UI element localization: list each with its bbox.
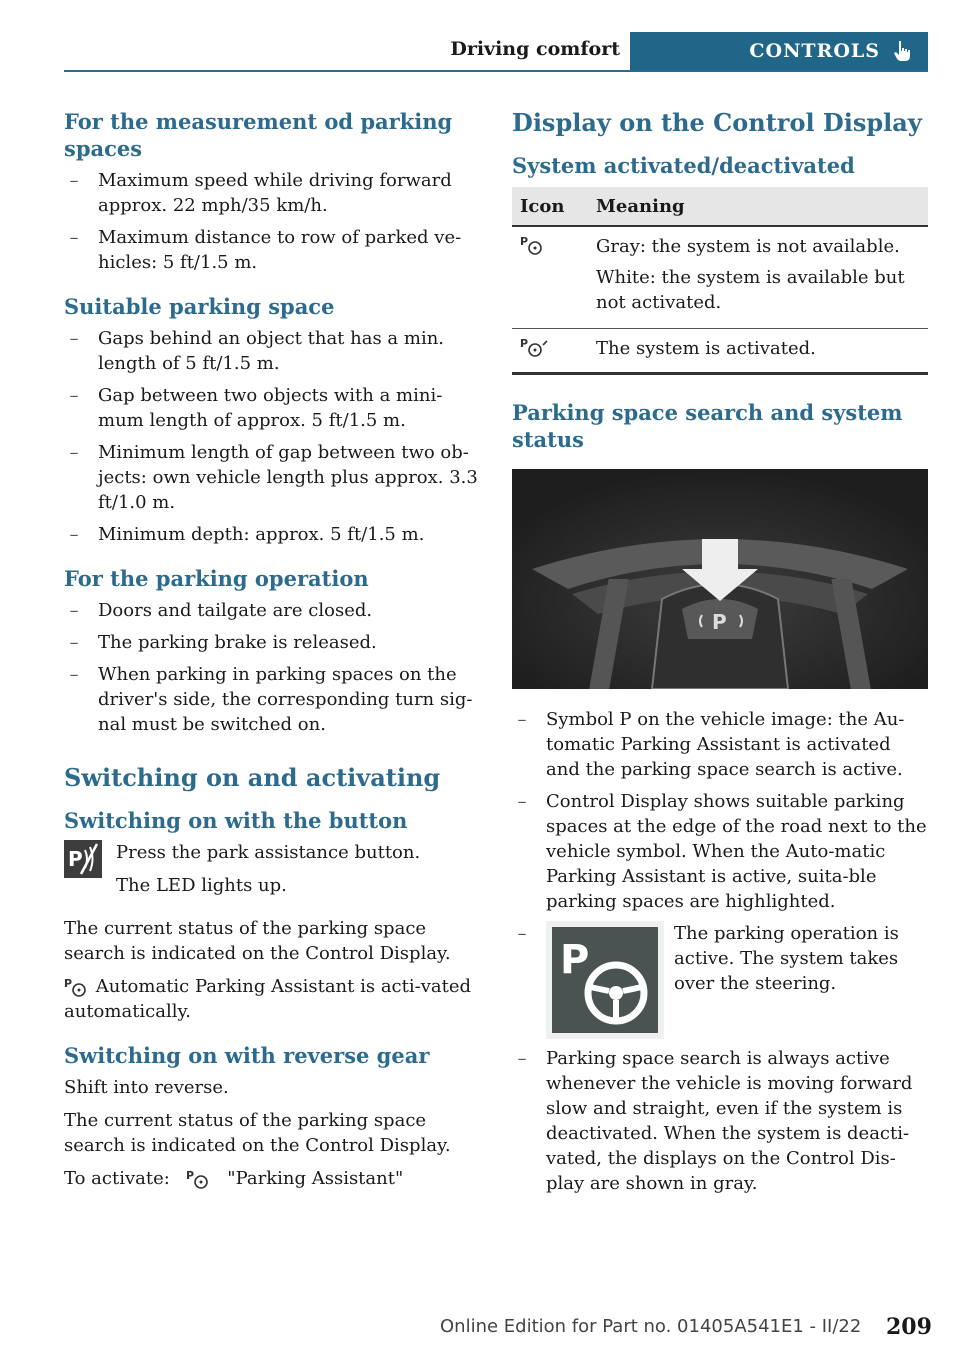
list-item: – Maximum distance to row of parked ve-hicles: 5 ft/1.5 m. (69, 227, 462, 273)
parking-assistant-icon (520, 234, 546, 256)
list-item: – Minimum depth: approx. 5 ft/1.5 m. (69, 524, 425, 545)
measurement-heading: For the measurement od parking spaces (64, 109, 453, 161)
suitable-heading: Suitable parking space (64, 294, 335, 319)
running-header-section: Driving comfort (450, 38, 620, 60)
switching-heading: Switching on and activating (64, 763, 441, 792)
search-list (512, 707, 928, 1196)
icon-meaning-table (512, 187, 928, 375)
list-item: – Minimum length of gap between two ob-jects: own vehicle length plus approx. 3.3 ft/1.0 m. (69, 442, 478, 513)
park-assist-button-icon (64, 840, 102, 878)
table-row (512, 226, 928, 329)
svg-text:P: P (185, 1169, 194, 1182)
reverse-status: The current status of the parking space search is indicated on the Control Display. (64, 1110, 451, 1156)
left-column (64, 108, 479, 1199)
auto-activation-text: P Automatic Parking Assistant is acti-vated automatically. (64, 976, 472, 1022)
list-item: – When parking in parking spaces on the driver's side, the corresponding turn sig-nal must be switched on. (69, 664, 473, 735)
list-item: – Doors and tailgate are closed. (69, 600, 373, 621)
button-line-1: Press the park assistance button. (116, 842, 421, 863)
operation-heading: For the parking operation (64, 566, 369, 591)
svg-text:P: P (712, 610, 727, 634)
svg-text:P: P (64, 977, 73, 990)
suitable-list (64, 326, 479, 547)
meaning-gray: Gray: the system is not available. (596, 236, 900, 257)
meaning-white: White: the system is available but not activated. (596, 267, 905, 313)
list-item: – P The parking operation is active. The system takes over the steering. (512, 921, 928, 1039)
parking-assistant-icon (186, 1168, 212, 1190)
status-text: The current status of the parking space search is indicated on the Control Display. (64, 918, 451, 964)
svg-text:P: P (520, 337, 529, 350)
table-row (512, 329, 928, 374)
list-item: – Maximum speed while driving forward approx. 22 mph/35 km/h. (69, 170, 452, 216)
parking-steering-icon (546, 921, 664, 1039)
list-item: – Control Display shows suitable parking spaces at the edge of the road next to the vehicle symbol. When the Auto-matic Parking Assistant is active, suita-ble parking spaces are highlighted. (517, 791, 927, 912)
list-item: – The parking brake is released. (69, 632, 377, 653)
list-item: – Parking space search is always active whenever the vehicle is moving forward slow and straight, even if the system is deactivated. When the system is deacti-vated, the displays on the Control Dis-play are shown in gray. (517, 1048, 913, 1194)
activate-instruction: To activate: P "Parking Assistant" (64, 1168, 404, 1189)
list-item: – Symbol P on the vehicle image: the Au-tomatic Parking Assistant is activated and the parking space search is active. (517, 709, 905, 780)
edition-footer: Online Edition for Part no. 01405A541E1 - II/22 (440, 1316, 862, 1337)
hand-pointer-icon (890, 39, 914, 63)
button-line-2: The LED lights up. (116, 875, 287, 896)
parking-assistant-icon (64, 976, 90, 998)
chapter-label: CONTROLS (749, 40, 880, 62)
right-column (512, 108, 928, 1210)
meaning-activated: The system is activated. (588, 329, 928, 374)
svg-text:P: P (68, 847, 83, 871)
button-heading: Switching on with the button (64, 808, 408, 833)
svg-text:P: P (560, 937, 590, 983)
parking-assistant-active-icon (520, 336, 550, 358)
reverse-line-1: Shift into reverse. (64, 1077, 229, 1098)
list-item: – Gaps behind an object that has a min. length of 5 ft/1.5 m. (69, 328, 445, 374)
header-rule (64, 70, 928, 72)
chapter-tab (630, 32, 928, 70)
display-heading: Display on the Control Display (512, 108, 922, 137)
svg-text:P: P (520, 235, 529, 248)
button-instruction (64, 840, 479, 906)
operation-list (64, 598, 479, 737)
column-header-icon: Icon (512, 187, 588, 226)
list-item: – Gap between two objects with a mini-mum length of approx. 5 ft/1.5 m. (69, 385, 443, 431)
parking-display-image (512, 469, 928, 689)
activated-heading: System activated/deactivated (512, 153, 855, 178)
reverse-heading: Switching on with reverse gear (64, 1043, 430, 1068)
page-number: 209 (886, 1314, 932, 1340)
measurement-list (64, 168, 479, 275)
search-heading: Parking space search and system status (512, 400, 903, 452)
column-header-meaning: Meaning (588, 187, 928, 226)
